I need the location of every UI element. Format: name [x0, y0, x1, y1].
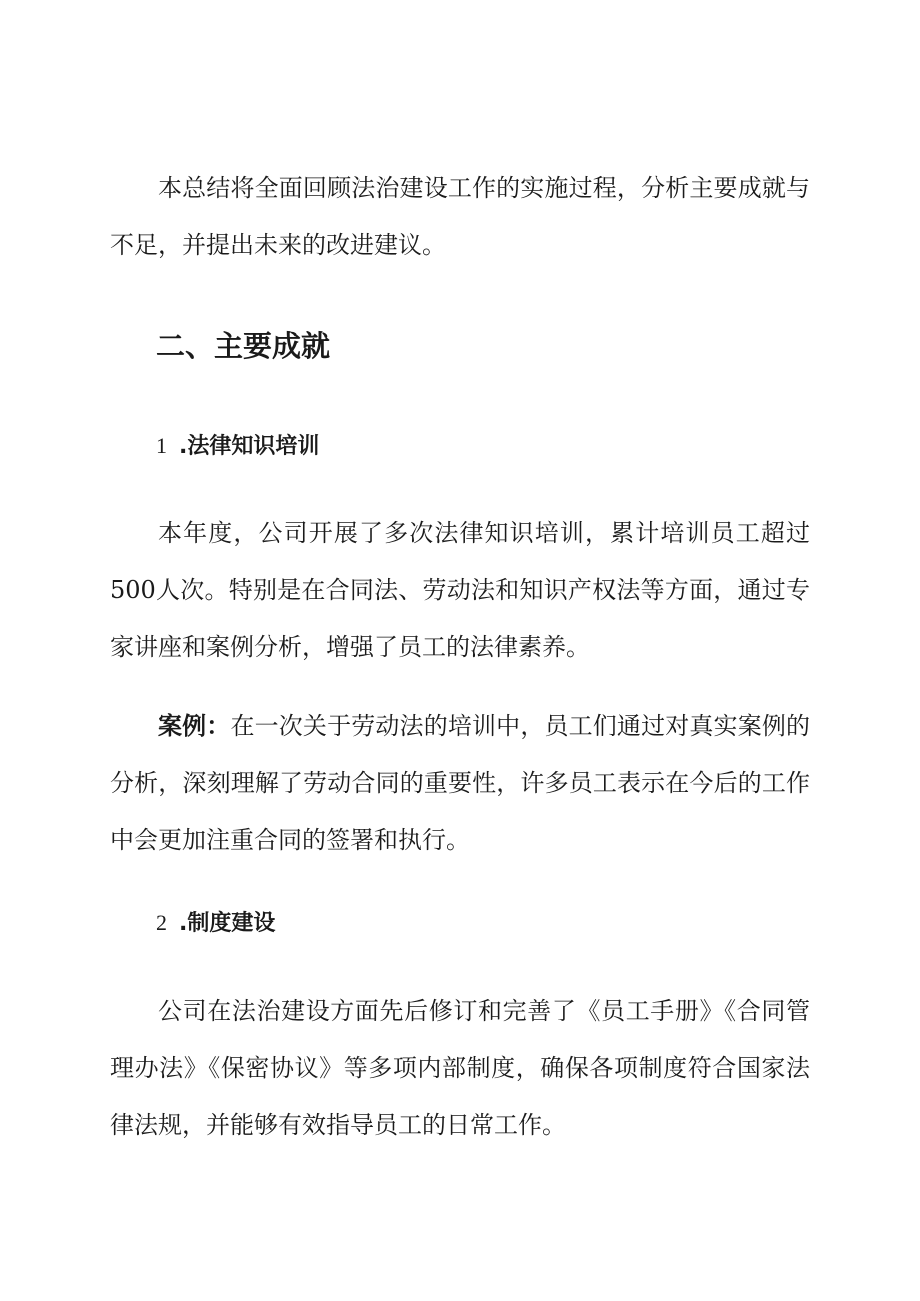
intro-paragraph: 本总结将全面回顾法治建设工作的实施过程，分析主要成就与不足，并提出未来的改进建议。: [110, 174, 810, 259]
subheading-legal-training: [156, 426, 319, 467]
subheading-title: .制度建设: [179, 911, 276, 936]
legal-training-paragraph: 本年度，公司开展了多次法律知识培训，累计培训员工超过500人次。特别是在合同法、劳动法和知识产权法等方面，通过专家讲座和案例分析，增强了员工的法律素养。: [110, 519, 810, 661]
case-text: 在一次关于劳动法的培训中，员工们通过对真实案例的分析，深刻理解了劳动合同的重要性，许多员工表示在今后的工作中会更加注重合同的签署和执行。: [110, 712, 811, 854]
subheading-number: 2: [156, 910, 167, 935]
case-paragraph: [110, 698, 810, 869]
subheading-title: .法律知识培训: [179, 434, 320, 459]
subheading-system-construction: [156, 903, 275, 944]
case-label: 案例：: [158, 712, 231, 740]
subheading-number: 1: [156, 433, 167, 458]
section-heading-main-achievements: 二、主要成就: [156, 329, 331, 363]
system-construction-paragraph: 公司在法治建设方面先后修订和完善了《员工手册》《合同管理办法》《保密协议》等多项内部制度，确保各项制度符合国家法律法规，并能够有效指导员工的日常工作。: [110, 997, 810, 1139]
